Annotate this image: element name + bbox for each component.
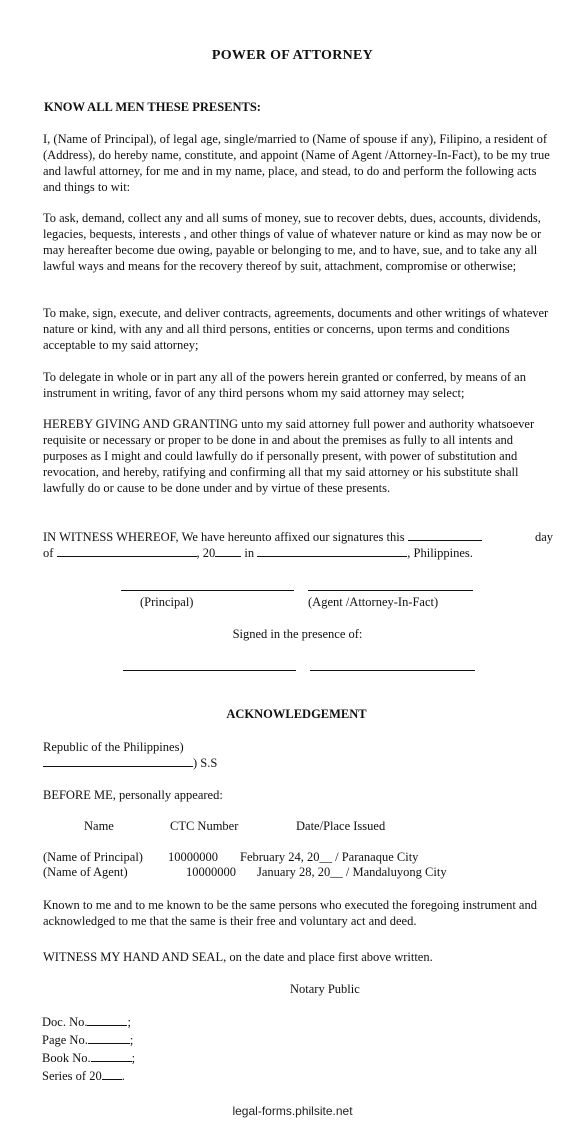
known-paragraph: Known to me and to me known to be the same persons who executed the foregoing instrument and acknowledged to me that the same is their free and voluntary act and deed.: [43, 898, 537, 928]
page-no-end: ;: [129, 1033, 134, 1047]
column-ctc-header: CTC Number: [170, 819, 239, 833]
month-blank: [57, 545, 197, 557]
witness-line-2: [43, 545, 553, 561]
table-row-date: February 24, 20__ / Paranaque City: [240, 850, 419, 864]
witness-line-1: [43, 529, 553, 545]
document-title: POWER OF ATTORNEY: [211, 48, 374, 63]
agent-signature-line: [308, 590, 473, 591]
contracts-paragraph: To make, sign, execute, and deliver contracts, agreements, documents and other writings of whatever nature or kind, with any and all third persons, entities or concerns, upon terms and conditions acceptable to my said attorney;: [43, 306, 549, 352]
ss-label: ) S.S: [193, 756, 218, 770]
principal-signature-line: [121, 590, 294, 591]
book-no-field: [42, 1050, 135, 1066]
philippines-label: , Philippines.: [407, 546, 473, 560]
table-row-ctc: 10000000: [168, 850, 218, 864]
book-no-label: Book No.: [42, 1051, 91, 1065]
opening-heading: KNOW ALL MEN THESE PRESENTS:: [44, 100, 261, 114]
before-me-text: BEFORE ME, personally appeared:: [43, 788, 223, 802]
doc-no-field: [42, 1014, 131, 1030]
page-no-field: [42, 1032, 133, 1048]
witness-text: IN WITNESS WHEREOF, We have hereunto affixed our signatures this: [43, 530, 405, 544]
series-end: .: [121, 1069, 125, 1083]
column-name-header: Name: [84, 819, 114, 833]
table-row-ctc: 10000000: [186, 865, 236, 879]
ss-line: [43, 755, 217, 771]
year-blank: [215, 545, 241, 557]
presence-text: Signed in the presence of:: [232, 627, 363, 641]
ss-blank: [43, 755, 193, 767]
notary-label: Notary Public: [290, 982, 360, 996]
place-blank: [257, 545, 407, 557]
year-label: , 20: [196, 546, 216, 560]
book-no-end: ;: [131, 1051, 136, 1065]
day-label: day: [534, 530, 553, 544]
book-no-blank: [91, 1050, 132, 1062]
granting-paragraph: HEREBY GIVING AND GRANTING unto my said attorney full power and authority whatsoever requisite or necessary or proper to be done in and about the premises as fully to all intents and purposes as I might and could lawfully do if personally present, with power of substitution and revocation, and hereby, ratifying and confirming all that my said attorney or his substitute shall lawfully do or cause to be done under and by virtue of these presents.: [43, 417, 535, 495]
table-row-name: (Name of Principal): [43, 850, 143, 864]
page-no-blank: [88, 1032, 130, 1044]
intro-paragraph: I, (Name of Principal), of legal age, single/married to (Name of spouse if any), Filipino, a resident of (Address), do hereby name, constitute, and appoint (Name of Agent /Attorney-In-Fact), to be my true and lawful attorney, for me and in my name, place, and stead, to do and perform the following acts and things to wit:: [43, 132, 550, 194]
table-row-date: January 28, 20__ / Mandaluyong City: [257, 865, 447, 879]
principal-label: (Principal): [140, 595, 194, 609]
table-row-name: (Name of Agent): [43, 865, 128, 879]
doc-no-blank: [87, 1014, 127, 1026]
footer-website: legal-forms.philsite.net: [232, 1104, 353, 1118]
witness-hand-text: WITNESS MY HAND AND SEAL, on the date and place first above written.: [43, 950, 433, 964]
column-date-header: Date/Place Issued: [296, 819, 386, 833]
in-label: in: [244, 546, 255, 560]
acknowledgement-title: ACKNOWLEDGEMENT: [226, 707, 367, 721]
witness-signature-line-2: [310, 670, 475, 671]
of-label: of: [43, 546, 54, 560]
page-no-label: Page No.: [42, 1033, 88, 1047]
republic-label: Republic of the Philippines): [43, 740, 184, 754]
doc-no-label: Doc. No.: [42, 1015, 88, 1029]
collect-money-paragraph: To ask, demand, collect any and all sums of money, sue to recover debts, dues, accounts, dividends, legacies, bequests, interests , and other things of value of whatever nature or kind as may now be or may hereafter become due owing, payable or belonging to me, and to have, sue, and to take any all lawful ways and means for the recovery thereof by suit, attachment, compromise or otherwise;: [43, 211, 542, 273]
agent-label: (Agent /Attorney-In-Fact): [308, 595, 439, 609]
delegate-paragraph: To delegate in whole or in part any all of the powers herein granted or conferred, by means of an instrument in writing, favor of any third persons whom my said attorney may select;: [43, 370, 526, 400]
series-blank: [102, 1068, 122, 1080]
series-field: [42, 1068, 125, 1084]
series-label: Series of 20: [42, 1069, 102, 1083]
doc-no-end: ;: [127, 1015, 131, 1029]
witness-signature-line-1: [123, 670, 296, 671]
day-blank: [408, 529, 482, 541]
